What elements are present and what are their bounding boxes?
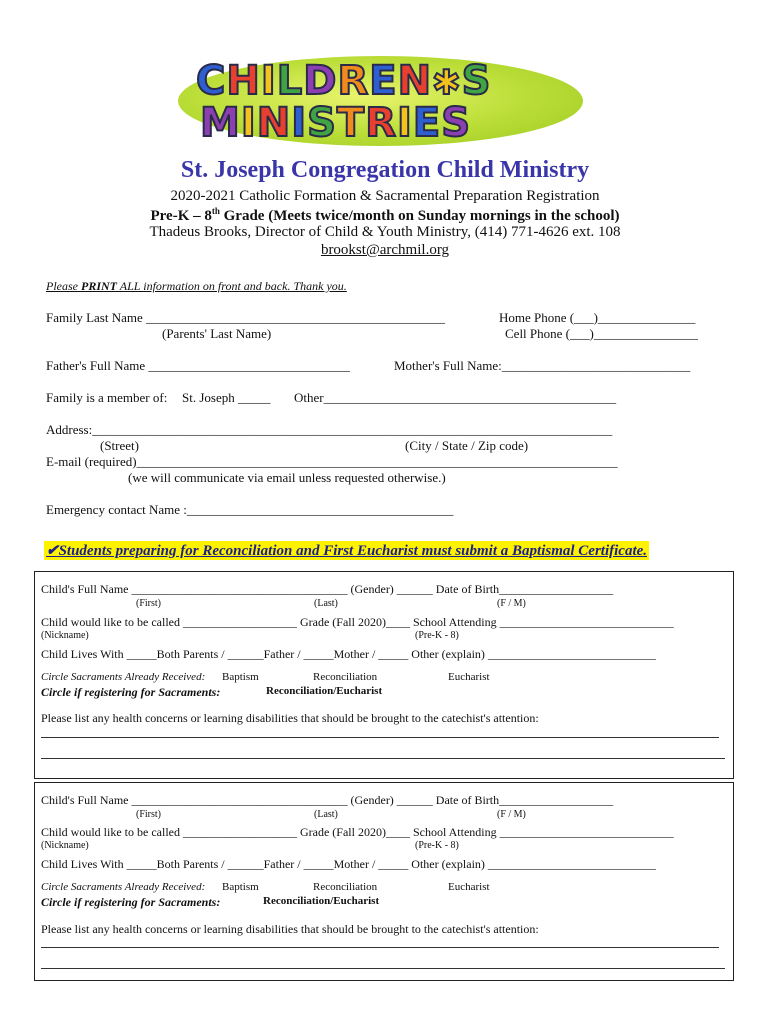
first-caption: (First) [136, 809, 161, 820]
reconciliation-eucharist-option[interactable]: Reconciliation/Eucharist [263, 895, 380, 907]
address-field[interactable]: Address:________________________________________________________________________________ [46, 422, 613, 437]
nickname-caption: (Nickname) [41, 840, 89, 851]
parents-last-name-caption: (Parents' Last Name) [162, 326, 272, 341]
home-phone-field[interactable]: Home Phone (___)_______________ [499, 310, 696, 325]
city-state-zip-caption: (City / State / Zip code) [405, 438, 529, 453]
registering-sacraments-label: Circle if registering for Sacraments: [41, 895, 221, 909]
grade-line: Pre-K – 8th Grade (Meets twice/month on Sunday mornings in the school) [150, 206, 620, 224]
health-concerns-label: Please list any health concerns or learning disabilities that should be brought to the catechist's attention: [41, 711, 539, 725]
logo-line-1: CHILDREN✱S [196, 58, 492, 104]
baptism-option[interactable]: Baptism [222, 671, 259, 683]
child-full-name-field[interactable]: Child's Full Name ____________________________________ (Gender) ______ Date of Birth___________________ [41, 793, 614, 807]
prek8-caption: (Pre-K - 8) [415, 840, 459, 851]
family-last-name-field[interactable]: Family Last Name ______________________________________________ [46, 310, 446, 325]
father-name-field[interactable]: Father's Full Name _______________________________ [46, 358, 350, 373]
health-answer-line-2[interactable] [41, 968, 725, 969]
nickname-grade-school-field[interactable]: Child would like to be called ___________________ Grade (Fall 2020)____ School Attending _____________________________ [41, 825, 674, 839]
health-answer-line-1[interactable] [41, 737, 719, 738]
gender-caption: (F / M) [497, 809, 526, 820]
last-caption: (Last) [314, 809, 338, 820]
child-full-name-field[interactable]: Child's Full Name ____________________________________ (Gender) ______ Date of Birth___________________ [41, 582, 614, 596]
st-joseph-field[interactable]: St. Joseph _____ [182, 390, 271, 405]
mother-name-field[interactable]: Mother's Full Name:_____________________________ [394, 358, 691, 373]
last-caption: (Last) [314, 598, 338, 609]
street-caption: (Street) [100, 438, 139, 453]
baptismal-certificate-notice: ✔Students preparing for Reconciliation and First Eucharist must submit a Baptismal Certificate. [46, 543, 648, 559]
prek8-caption: (Pre-K - 8) [415, 630, 459, 641]
cell-phone-field[interactable]: Cell Phone (___)________________ [505, 326, 698, 341]
registering-sacraments-label: Circle if registering for Sacraments: [41, 685, 221, 699]
eucharist-option[interactable]: Eucharist [448, 881, 490, 893]
contact-email-link[interactable]: brookst@archmil.org [320, 242, 450, 258]
first-caption: (First) [136, 598, 161, 609]
page-title: St. Joseph Congregation Child Ministry [180, 157, 590, 183]
nickname-grade-school-field[interactable]: Child would like to be called ___________________ Grade (Fall 2020)____ School Attending _____________________________ [41, 615, 674, 629]
director-line: Thadeus Brooks, Director of Child & Youth Ministry, (414) 771-4626 ext. 108 [149, 224, 621, 240]
reconciliation-option[interactable]: Reconciliation [313, 881, 378, 893]
child-form-2 [34, 782, 734, 981]
child-lives-with-field[interactable]: Child Lives With _____Both Parents / ______Father / _____Mother / _____ Other (explain) ____________________________ [41, 647, 656, 661]
notice-text: Students preparing for Reconciliation and First Eucharist must submit a Baptismal Certificate. [58, 543, 648, 559]
email-note: (we will communicate via email unless requested otherwise.) [128, 470, 446, 485]
eucharist-option[interactable]: Eucharist [448, 671, 490, 683]
sacraments-received-label: Circle Sacraments Already Received: [41, 881, 206, 893]
child-lives-with-field[interactable]: Child Lives With _____Both Parents / ______Father / _____Mother / _____ Other (explain) ____________________________ [41, 857, 656, 871]
sacraments-received-label: Circle Sacraments Already Received: [41, 671, 206, 683]
emergency-contact-field[interactable]: Emergency contact Name :_________________________________________ [46, 502, 454, 517]
nickname-caption: (Nickname) [41, 630, 89, 641]
child-form-1 [34, 571, 734, 779]
parish-member-label: Family is a member of: [46, 390, 168, 405]
logo-line-2: MINISTRIES [200, 100, 472, 146]
reconciliation-option[interactable]: Reconciliation [313, 671, 378, 683]
baptism-option[interactable]: Baptism [222, 881, 259, 893]
registration-subtitle: 2020-2021 Catholic Formation & Sacramental Preparation Registration [170, 188, 600, 204]
health-answer-line-1[interactable] [41, 947, 719, 948]
email-field[interactable]: E-mail (required)__________________________________________________________________________ [46, 454, 618, 469]
gender-caption: (F / M) [497, 598, 526, 609]
other-parish-field[interactable]: Other_____________________________________________ [294, 390, 617, 405]
health-answer-line-2[interactable] [41, 758, 725, 759]
print-instructions: Please PRINT ALL information on front and back. Thank you. [46, 279, 347, 293]
reconciliation-eucharist-option[interactable]: Reconciliation/Eucharist [266, 685, 383, 697]
childrens-ministries-logo [168, 52, 598, 150]
health-concerns-label: Please list any health concerns or learning disabilities that should be brought to the catechist's attention: [41, 922, 539, 936]
